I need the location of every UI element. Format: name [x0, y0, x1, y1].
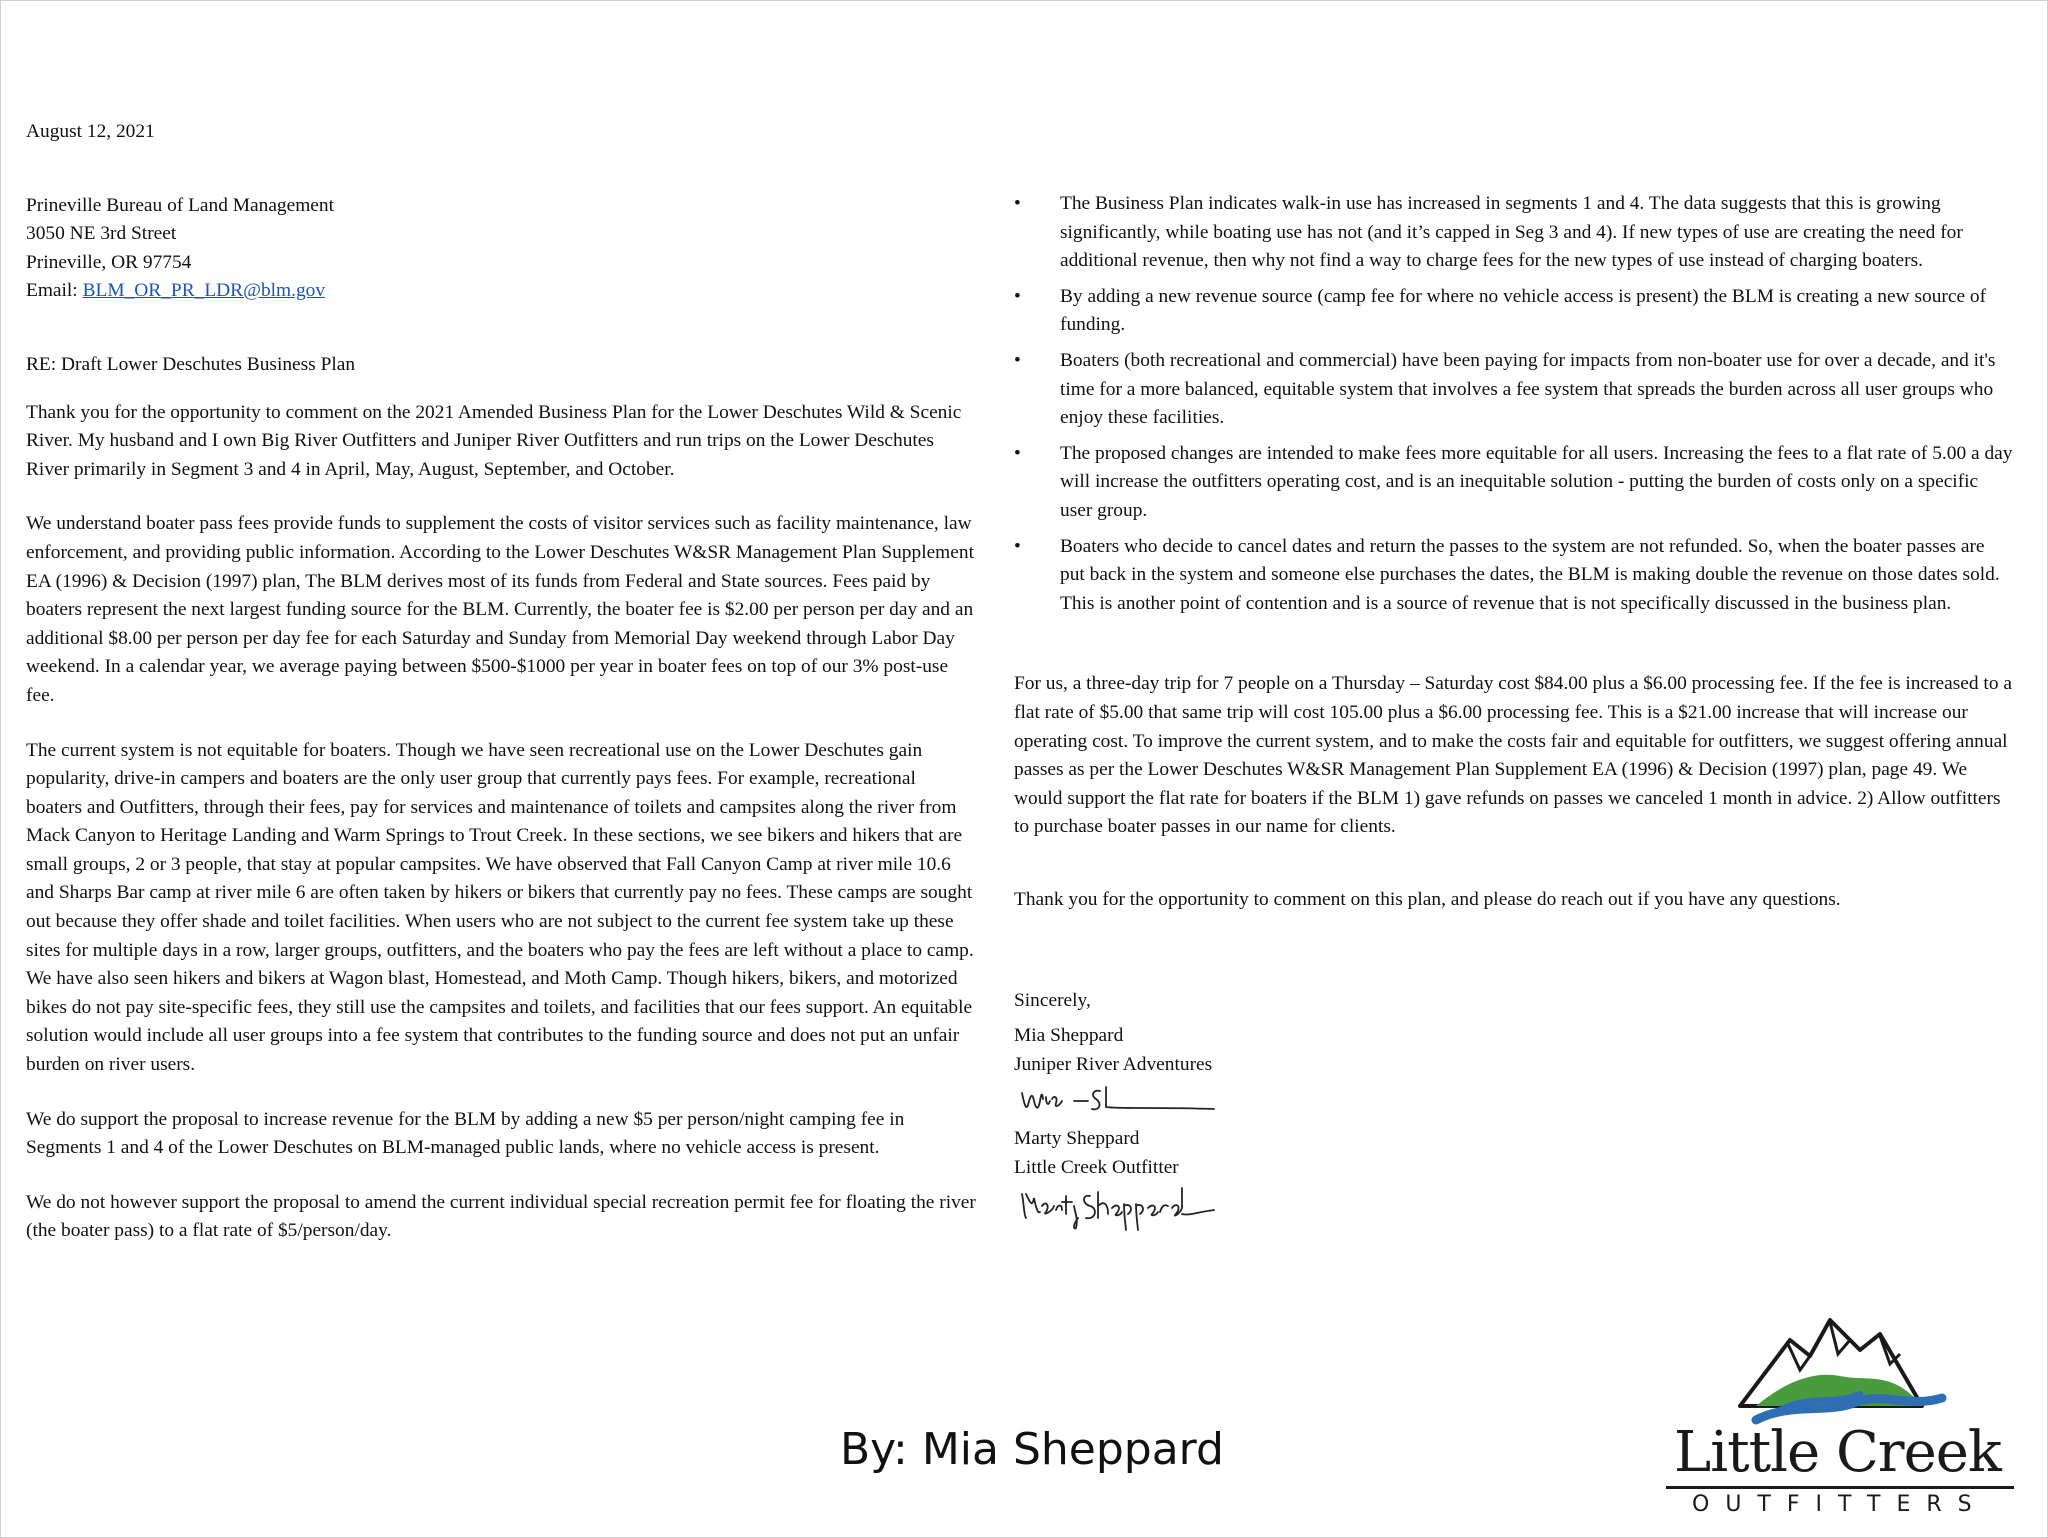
subject-line: RE: Draft Lower Deschutes Business Plan [26, 353, 356, 375]
bullet-dot: • [1014, 535, 1021, 557]
bullet-list [1014, 190, 2014, 618]
list-item: • The Business Plan indicates walk-in use has increased in segments 1 and 4. The data suggests that this is growing significantly, while boating use has not (and it’s capped in Seg 3 and 4). If new types of use are creating the need for additional revenue, then why not find a way to charge fees for the new types of use instead of charging boaters. [1014, 190, 2014, 276]
signer-org: Juniper River Adventures [1014, 1053, 1213, 1075]
paragraph-cost-example: For us, a three-day trip for 7 people on a Thursday – Saturday cost $84.00 plus a $6.00 processing fee. If the fee is increased to a flat rate of $5.00 that same trip will cost 105.00 plus a $6.00 processing fee. This is a $21.00 increase that will increase our operating cost. To improve the current system, and to make the costs fair and equitable for outfitters, we suggest offering annual passes as per the Lower Deschutes W&SR Management Plan Supplement EA (1996) & Decision (1997) plan, page 49. We would support the flat rate for boaters if the BLM 1) gave refunds on passes we canceled 1 month in advice. 2) Allow outfitters to purchase boater passes in our name for clients. [1014, 673, 2012, 838]
little-creek-logo [1660, 1310, 2020, 1520]
logo-title: Little Creek [1674, 1420, 2001, 1485]
logo-divider [1666, 1486, 2014, 1489]
logo-subtitle: OUTFITTERS [1692, 1492, 1988, 1517]
signer-name: Marty Sheppard [1014, 1128, 1140, 1150]
paragraph-thanks: Thank you for the opportunity to comment on this plan, and please do reach out if you have any questions. [1014, 888, 1841, 910]
letter-right-column [1014, 190, 2014, 1236]
bullet-dot: • [1014, 349, 1021, 371]
paragraph-support: We do support the proposal to increase revenue for the BLM by adding a new $5 per person/night camping fee in Segments 1 and 4 of the Lower Deschutes on BLM-managed public lands, where no vehicle access is present. [26, 1108, 905, 1159]
paragraph-oppose: We do not however support the proposal to amend the current individual special recreation permit fee for floating the river (the boater pass) to a flat rate of $5/person/day. [26, 1191, 976, 1242]
email-link[interactable]: BLM_OR_PR_LDR@blm.gov [82, 280, 326, 302]
recipient-org: Prineville Bureau of Land Management [26, 194, 334, 216]
list-item: • Boaters (both recreational and commercial) have been paying for impacts from non-boater use for over a decade, and it's time for a more balanced, equitable system that involves a fee system that spreads the burden across all user groups who enjoy these facilities. [1014, 347, 2014, 433]
signature-mia [1018, 1081, 1218, 1121]
bullet-dot: • [1014, 193, 1021, 214]
recipient-city: Prineville, OR 97754 [26, 251, 192, 273]
signature-marty [1018, 1184, 1218, 1232]
bullet-dot: • [1014, 442, 1021, 464]
paragraph-intro: Thank you for the opportunity to comment on the 2021 Amended Business Plan for the Lower Deschutes Wild & Scenic River. My husband and I own Big River Outfitters and Juniper River Outfitters and run trips on the Lower Deschutes River primarily in Segment 3 and 4 in April, May, August, September, and October. [26, 401, 962, 480]
list-item: • The proposed changes are intended to make fees more equitable for all users. Increasing the fees to a flat rate of 5.00 a day will increase the outfitters operating cost, and is an inequitable solution - putting the burden of costs only on a specific user group. [1014, 440, 2014, 526]
bullet-dot: • [1014, 285, 1021, 307]
signer-name: Mia Sheppard [1014, 1025, 1124, 1047]
closing: Sincerely, [1014, 990, 1091, 1012]
list-item: • By adding a new revenue source (camp fee for where no vehicle access is present) the BLM is creating a new source of funding. [1014, 283, 2014, 340]
paragraph-equity: The current system is not equitable for boaters. Though we have seen recreational use on the Lower Deschutes gain popularity, drive-in campers and boaters are the only user group that currently pays fees. For example, recreational boaters and Outfitters, through their fees, pay for services and maintenance of toilets and campsites along the river from Mack Canyon to Heritage Landing and Warm Springs to Trout Creek. In these sections, we see bikers and hikers that are small groups, 2 or 3 people, that stay at popular campsites. We have observed that Fall Canyon Camp at river mile 10.6 and Sharps Bar camp at river mile 6 are often taken by hikers or bikers that currently pay no fees. These camps are sought out because they offer shade and toilet facilities. When users who are not subject to the current fee system take up these sites for multiple days in a row, larger groups, outfitters, and the boaters who pay the fees are left without a place to camp. We have also seen hikers and bikers at Wagon blast, Homestead, and Moth Camp. Though hikers, bikers, and motorized bikes do not pay site-specific fees, they still use the campsites and toilets, and facilities that our fees support. An equitable solution would include all user groups into a fee system that contributes to the funding source and does not put an unfair burden on river users. [26, 739, 974, 1076]
recipient-email-line [26, 277, 976, 306]
footer-byline: By: Mia Sheppard [840, 1424, 1224, 1475]
recipient-street: 3050 NE 3rd Street [26, 223, 177, 245]
letter-date: August 12, 2021 [26, 121, 155, 142]
letter-left-column [26, 118, 976, 1246]
list-item: • Boaters who decide to cancel dates and return the passes to the system are not refunded. So, when the boater passes are put back in the system and someone else purchases the dates, the BLM is making double the revenue on those dates sold. This is another point of contention and is a source of revenue that is not specifically discussed in the business plan. [1014, 533, 2014, 619]
email-label: Email: [26, 280, 78, 302]
signer-org: Little Creek Outfitter [1014, 1156, 1179, 1178]
paragraph-boater-fees: We understand boater pass fees provide funds to supplement the costs of visitor services such as facility maintenance, law enforcement, and providing public information. According to the Lower Deschutes W&SR Management Plan Supplement EA (1996) & Decision (1997) plan, The BLM derives most of its funds from Federal and State sources. Fees paid by boaters represent the next largest funding source for the BLM. Currently, the boater fee is $2.00 per person per day and an additional $8.00 per person per day fee for each Saturday and Sunday from Memorial Day weekend through Labor Day weekend. In a calendar year, we average paying between $500-$1000 per year in boater fees on top of our 3% post-use fee. [26, 513, 974, 706]
